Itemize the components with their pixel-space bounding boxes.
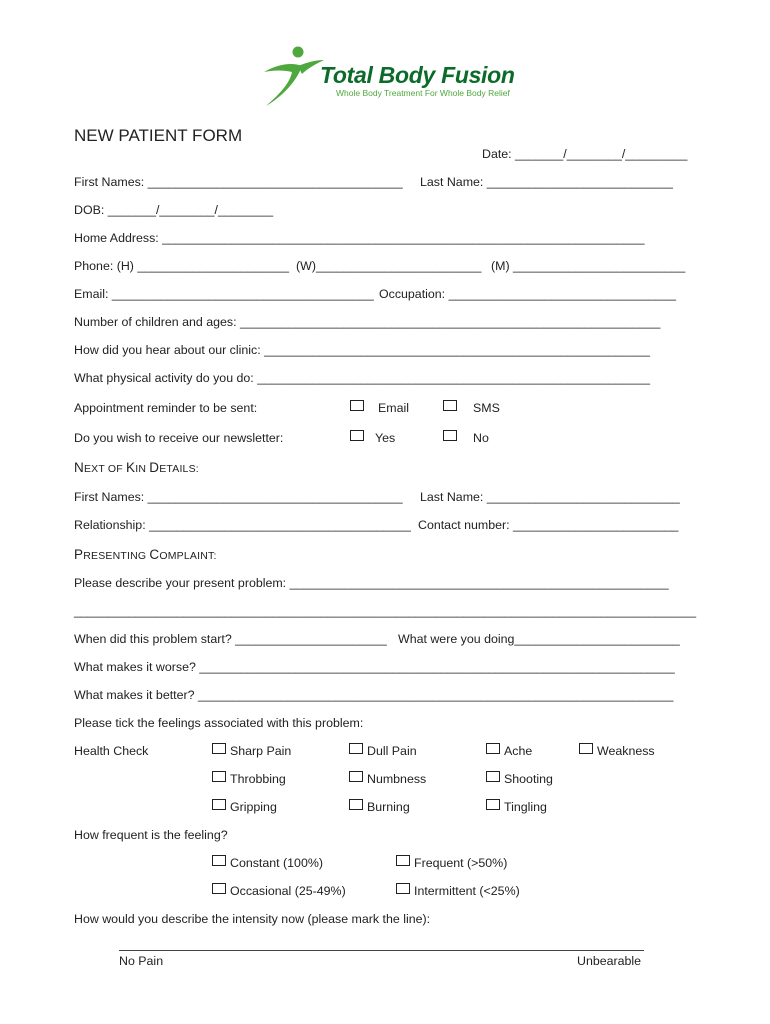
what-doing-field[interactable]: What were you doing________________________	[398, 632, 680, 646]
phone-work-field[interactable]: (W)________________________	[296, 259, 482, 273]
newsletter-label: Do you wish to receive our newsletter:	[74, 431, 284, 445]
weakness-checkbox[interactable]	[579, 743, 593, 754]
kin-relationship-field[interactable]: Relationship: ______________________________________	[74, 518, 411, 532]
reminder-email-checkbox[interactable]	[350, 400, 364, 411]
throbbing-label: Throbbing	[230, 772, 286, 786]
occasional-label: Occasional (25-49%)	[230, 884, 346, 898]
makes-better-field[interactable]: What makes it better? _____________________________________________________________________	[74, 688, 674, 702]
dull-pain-label: Dull Pain	[367, 744, 417, 758]
intermittent-checkbox[interactable]	[396, 883, 410, 894]
throbbing-checkbox[interactable]	[212, 771, 226, 782]
kin-contact-field[interactable]: Contact number: ________________________	[418, 518, 679, 532]
children-field[interactable]: Number of children and ages: _____________________________________________________________	[74, 315, 661, 329]
newsletter-yes-checkbox[interactable]	[350, 430, 364, 441]
page-title: NEW PATIENT FORM	[74, 126, 243, 145]
gripping-checkbox[interactable]	[212, 799, 226, 810]
describe-problem-field[interactable]: Please describe your present problem: _______________________________________________________	[74, 576, 669, 590]
numbness-checkbox[interactable]	[349, 771, 363, 782]
tick-prompt: Please tick the feelings associated with this problem:	[74, 716, 364, 730]
brand-tagline: Whole Body Treatment For Whole Body Relief	[336, 88, 510, 98]
intensity-line[interactable]	[119, 950, 644, 951]
kin-heading: NEXT OF KIN DETAILS:	[74, 460, 199, 475]
dob-field[interactable]: DOB: _______/________/________	[74, 203, 274, 217]
kin-first-names-field[interactable]: First Names: _____________________________________	[74, 490, 403, 504]
unbearable-label: Unbearable	[577, 954, 642, 968]
ache-checkbox[interactable]	[486, 743, 500, 754]
home-address-field[interactable]: Home Address: ______________________________________________________________________	[74, 231, 645, 245]
frequency-prompt: How frequent is the feeling?	[74, 828, 228, 842]
phone-mobile-field[interactable]: (M) _________________________	[491, 259, 686, 273]
tingling-label: Tingling	[504, 800, 547, 814]
constant-checkbox[interactable]	[212, 855, 226, 866]
intermittent-label: Intermittent (<25%)	[414, 884, 520, 898]
reminder-email-label: Email	[378, 401, 409, 415]
reminder-sms-label: SMS	[473, 401, 500, 415]
problem-start-field[interactable]: When did this problem start? ______________________	[74, 632, 387, 646]
hear-about-field[interactable]: How did you hear about our clinic: ________________________________________________________	[74, 343, 650, 357]
complaint-heading: PRESENTING COMPLAINT:	[74, 547, 217, 562]
dull-pain-checkbox[interactable]	[349, 743, 363, 754]
newsletter-yes-label: Yes	[375, 431, 396, 445]
brand-name: Total Body Fusion	[320, 62, 515, 88]
tingling-checkbox[interactable]	[486, 799, 500, 810]
intensity-prompt: How would you describe the intensity now (please mark the line):	[74, 912, 431, 926]
occasional-checkbox[interactable]	[212, 883, 226, 894]
burning-label: Burning	[367, 800, 410, 814]
reminder-label: Appointment reminder to be sent:	[74, 401, 258, 415]
gripping-label: Gripping	[230, 800, 277, 814]
newsletter-no-checkbox[interactable]	[443, 430, 457, 441]
date-field[interactable]: Date: _______/________/_________	[482, 147, 688, 161]
occupation-field[interactable]: Occupation: _________________________________	[379, 287, 676, 301]
logo-figure-icon	[258, 44, 328, 108]
burning-checkbox[interactable]	[349, 799, 363, 810]
sharp-pain-label: Sharp Pain	[230, 744, 292, 758]
constant-label: Constant (100%)	[230, 856, 323, 870]
no-pain-label: No Pain	[119, 954, 164, 968]
numbness-label: Numbness	[367, 772, 427, 786]
frequent-label: Frequent (>50%)	[414, 856, 508, 870]
shooting-checkbox[interactable]	[486, 771, 500, 782]
activity-field[interactable]: What physical activity do you do: _________________________________________________________	[74, 371, 650, 385]
sharp-pain-checkbox[interactable]	[212, 743, 226, 754]
kin-last-name-field[interactable]: Last Name: ____________________________	[420, 490, 680, 504]
weakness-label: Weakness	[597, 744, 655, 758]
ache-label: Ache	[504, 744, 533, 758]
email-field[interactable]: Email: ______________________________________	[74, 287, 374, 301]
frequent-checkbox[interactable]	[396, 855, 410, 866]
phone-home-field[interactable]: Phone: (H) ______________________	[74, 259, 289, 273]
newsletter-no-label: No	[473, 431, 489, 445]
health-check-label: Health Check	[74, 744, 149, 758]
first-names-field[interactable]: First Names: _____________________________________	[74, 175, 403, 189]
makes-worse-field[interactable]: What makes it worse? _____________________________________________________________________	[74, 660, 675, 674]
describe-problem-line-2[interactable]: ___________________________________________________________________________________________	[74, 604, 697, 618]
last-name-field[interactable]: Last Name: ___________________________	[420, 175, 673, 189]
shooting-label: Shooting	[504, 772, 553, 786]
reminder-sms-checkbox[interactable]	[443, 400, 457, 411]
